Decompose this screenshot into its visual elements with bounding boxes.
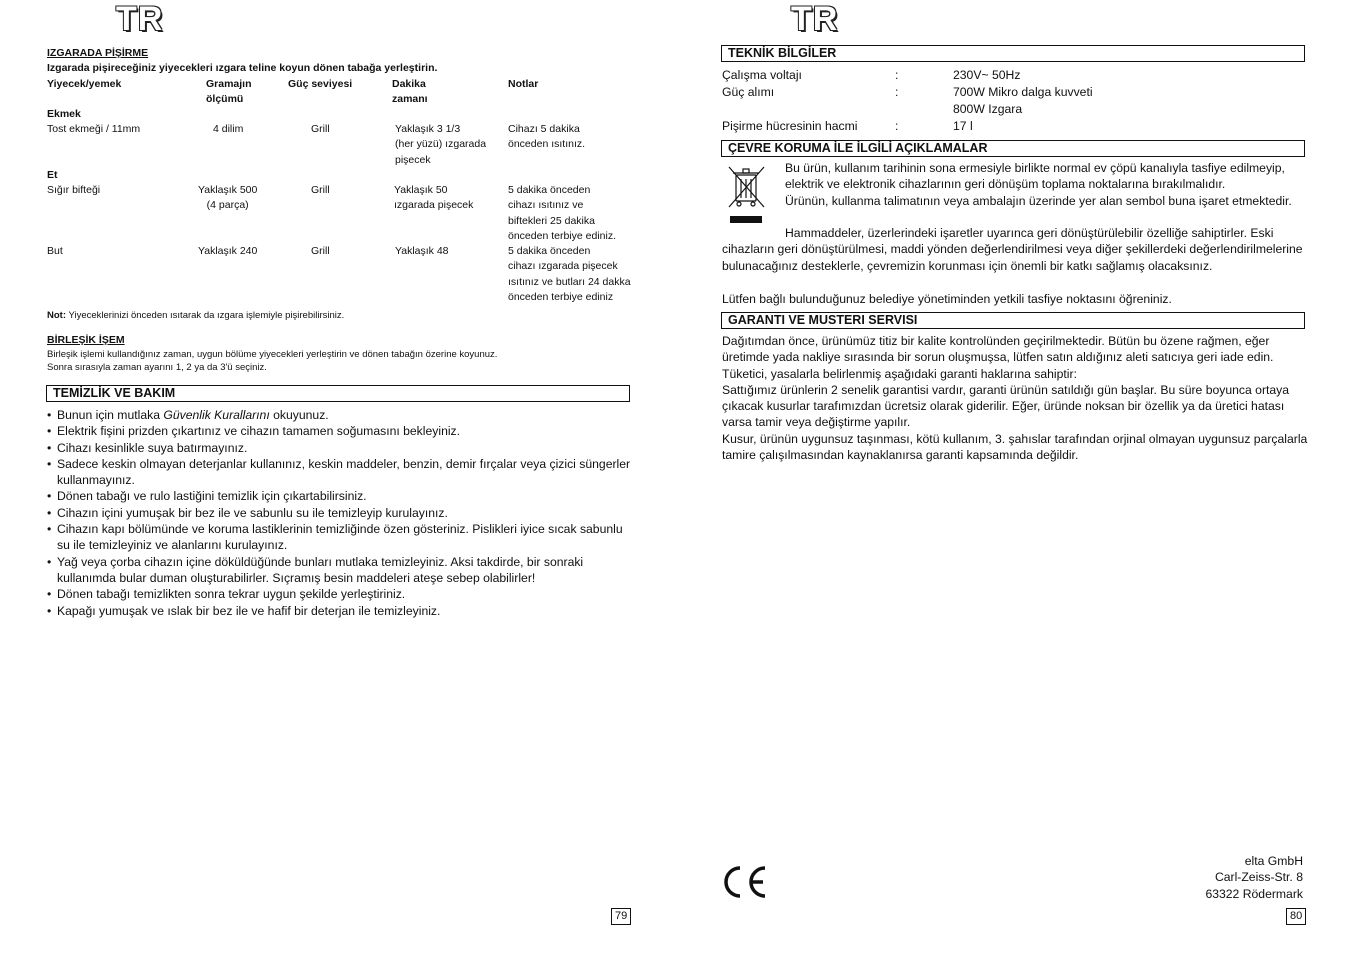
language-logo: TR — [116, 0, 164, 38]
list-item: • Bunun için mutlaka Güvenlik Kurallarını okuyunuz. — [47, 407, 632, 423]
grill-section-title: IZGARADA PİŞİRME — [47, 47, 149, 59]
note-label: Not: — [47, 310, 66, 321]
environment-paragraph-1: Bu ürün, kullanım tarihinin sona ermesiyle birlikte normal ev çöpü kanalıyla tasfiye edilmeyip, elektrik ve elektronik cihazlarının geri dönüşüm toplama noktalarına bırakılmalıdır. Ürünün, kullanma talimatının veya ambalajın üzerinde yer alan sembol buna işaret etmektedir. — [785, 161, 1292, 208]
spec-colon: : — [895, 68, 899, 82]
spec-value: 700W Mikro dalga kuvveti — [953, 85, 1093, 99]
spec-label: Çalışma voltajı — [722, 68, 802, 82]
row-food: Sığır bifteği — [47, 184, 101, 196]
company-name: elta GmbH — [1244, 854, 1303, 868]
cleaning-list — [47, 407, 632, 619]
row-notes: Cihazı 5 dakika önceden ısıtınız. — [508, 123, 586, 151]
warranty-text: Dağıtımdan önce, ürünümüz titiz bir kalite kontrolünden geçirilmektedir. Bütün bu özene rağmen, eğer üretimde yada nakliye sırasında bir sorun oluşmuşsa, lütfen satın aldığınız aleti satıcıya geri iade edin. Tüketici, yasalarla belirlenmiş aşağıdaki garanti haklarına sahiptir: Sattığımız ürünlerin 2 senelik garantisi vardır, garanti ürünün satıldığı gün başlar. Bu süre boyunca ortaya çıkacak kusurlar tarafımızdan ücretsiz olarak giderilir. Eğer, üründe noksan bir özellik ya da üretici hatası varsa tamir veya değiştirme yapılır. Kusur, ürünün uygunsuz taşınması, kötü kullanım, 3. şahıslar tarafından orjinal olmayan uygunsuz parçalarla tamire çalışılmasından kaynaklanırsa garanti kapsamında değildir. — [722, 334, 1308, 463]
spec-label: Pişirme hücresinin hacmi — [722, 119, 858, 133]
tech-section-title: TEKNİK BİLGİLER — [721, 45, 1305, 62]
street: Carl-Zeiss-Str. 8 — [1214, 870, 1303, 885]
row-power: Grill — [311, 184, 330, 196]
list-item: • Cihazı kesinlikle suya batırmayınız. — [47, 440, 632, 456]
row-power: Grill — [311, 245, 330, 257]
combined-text: Birleşik işlemi kullandığınız zaman, uygun bölüme yiyecekleri yerleştirin ve dönen tabağın özerine koyunuz. Sonra sırasıyla zaman ayarını 1, 2 ya da 3'ü seçiniz. — [47, 349, 498, 373]
header-food: Yiyecek/yemek — [47, 78, 122, 90]
note-text: Yiyeceklerinizi önceden ısıtarak da ızgara işlemiyle pişirebilirsiniz. — [68, 310, 345, 321]
city: 63322 Rödermark — [1205, 886, 1303, 901]
list-item: • Elektrik fişini prizden çıkartınız ve cihazın tamamen soğumasını bekleyiniz. — [47, 423, 632, 439]
row-food: But — [47, 245, 63, 257]
header-amount: Gramajın ölçümü — [206, 78, 252, 106]
spec-label: Güç alımı — [722, 85, 775, 99]
row-notes: 5 dakika önceden cihazı ızgarada pişecek ısıtınız ve butları 24 dakka önceden terbiye ediniz — [508, 245, 631, 303]
spec-value: 800W Izgara — [953, 102, 1023, 116]
row-power: Grill — [311, 123, 330, 135]
combined-section-title: BİRLEŞİK İŞEM — [47, 334, 125, 346]
row-amount: Yaklaşık 240 — [198, 245, 258, 257]
spec-colon: : — [895, 85, 899, 99]
cleaning-section-title: TEMİZLİK VE BAKIM — [46, 385, 630, 402]
list-item: • Kapağı yumuşak ve ıslak bir bez ile ve hafif bir deterjan ile temizleyiniz. — [47, 603, 632, 619]
warranty-section-title: GARANTI VE MUSTERI SERVISI — [721, 312, 1305, 329]
spec-value: 230V~ 50Hz — [953, 68, 1021, 82]
row-notes: 5 dakika önceden cihazı ısıtınız ve biftekleri 25 dakika önceden terbiye ediniz. — [508, 184, 616, 242]
list-item: • Yağ veya çorba cihazın içine döküldüğünde bunları mutlaka temizleyiniz. Aksi takdirde, bir sonraki kullanımda bular duman oluşturabilirler. Sıçramış besin maddeleri ateşe sebep olabilirler! — [47, 554, 632, 587]
manufacturer-address — [1100, 853, 1303, 902]
row-time: Yaklaşık 48 — [395, 245, 449, 257]
list-item: • Cihazın kapı bölümünde ve koruma lastiklerinin temizliğinde özen gösteriniz. Pislikleri iyice sıcak sabunlu su ile temizleyiniz ve alanlarını kurulayınız. — [47, 521, 632, 554]
language-logo: TR — [791, 0, 839, 38]
grill-note — [47, 309, 344, 322]
header-time: Dakika zamanı — [392, 78, 428, 106]
weee-bin-icon — [726, 163, 768, 225]
row-time: Yaklaşık 3 1/3 (her yüzü) ızgarada pişecek — [395, 123, 487, 166]
list-item: • Sadece keskin olmayan deterjanlar kullanınız, keskin maddeler, benzin, demir fırçalar veya çizici süngerler kullanmayınız. — [47, 456, 632, 489]
list-item: • Dönen tabağı temizlikten sonra tekrar uygun şekilde yerleştiriniz. — [47, 586, 632, 602]
environment-paragraph-3: Lütfen bağlı bulunduğunuz belediye yönetiminden yetkili tasfiye noktasını öğreniniz. — [722, 292, 1172, 306]
tech-specs — [722, 67, 1322, 137]
environment-paragraph-2: Hammaddeler, üzerlerindeki işaretler uyarınca geri dönüştürülebilir özelliğe sahiptirler. Eski cihazların geri dönüştürülmesi, maddi yönden değerlendirilmesi veya diğer şekillerdeki değerlendirilmelerine bulunacağınız desteklerle, çevremizin korunması için önemli bir katkı sağlamış olacaksınız. — [722, 226, 1303, 273]
row-food: Tost ekmeği / 11mm — [47, 123, 141, 135]
category-meat: Et — [47, 169, 58, 181]
header-power: Güç seviyesi — [288, 78, 353, 90]
list-item: • Cihazın içini yumuşak bir bez ile ve sabunlu su ile temizleyip kurulayınız. — [47, 505, 632, 521]
header-notes: Notlar — [508, 78, 539, 90]
spec-colon: : — [895, 119, 899, 133]
category-bread: Ekmek — [47, 108, 81, 120]
list-item: • Dönen tabağı ve rulo lastiğini temizlik için çıkartabilirsiniz. — [47, 488, 632, 504]
row-time: Yaklaşık 50 ızgarada pişecek — [394, 184, 474, 212]
row-amount: Yaklaşık 500 (4 parça) — [198, 184, 258, 212]
spec-value: 17 l — [953, 119, 973, 133]
ce-mark-icon — [721, 864, 769, 900]
page-number: 80 — [1286, 908, 1306, 925]
row-amount: 4 dilim — [213, 123, 244, 135]
grill-intro: Izgarada pişireceğiniz yiyecekleri ızgara teline koyun dönen tabağa yerleştirin. — [47, 62, 438, 74]
page-number: 79 — [611, 908, 631, 925]
environment-section-title: ÇEVRE KORUMA İLE İLGİLİ AÇIKLAMALAR — [721, 140, 1305, 157]
